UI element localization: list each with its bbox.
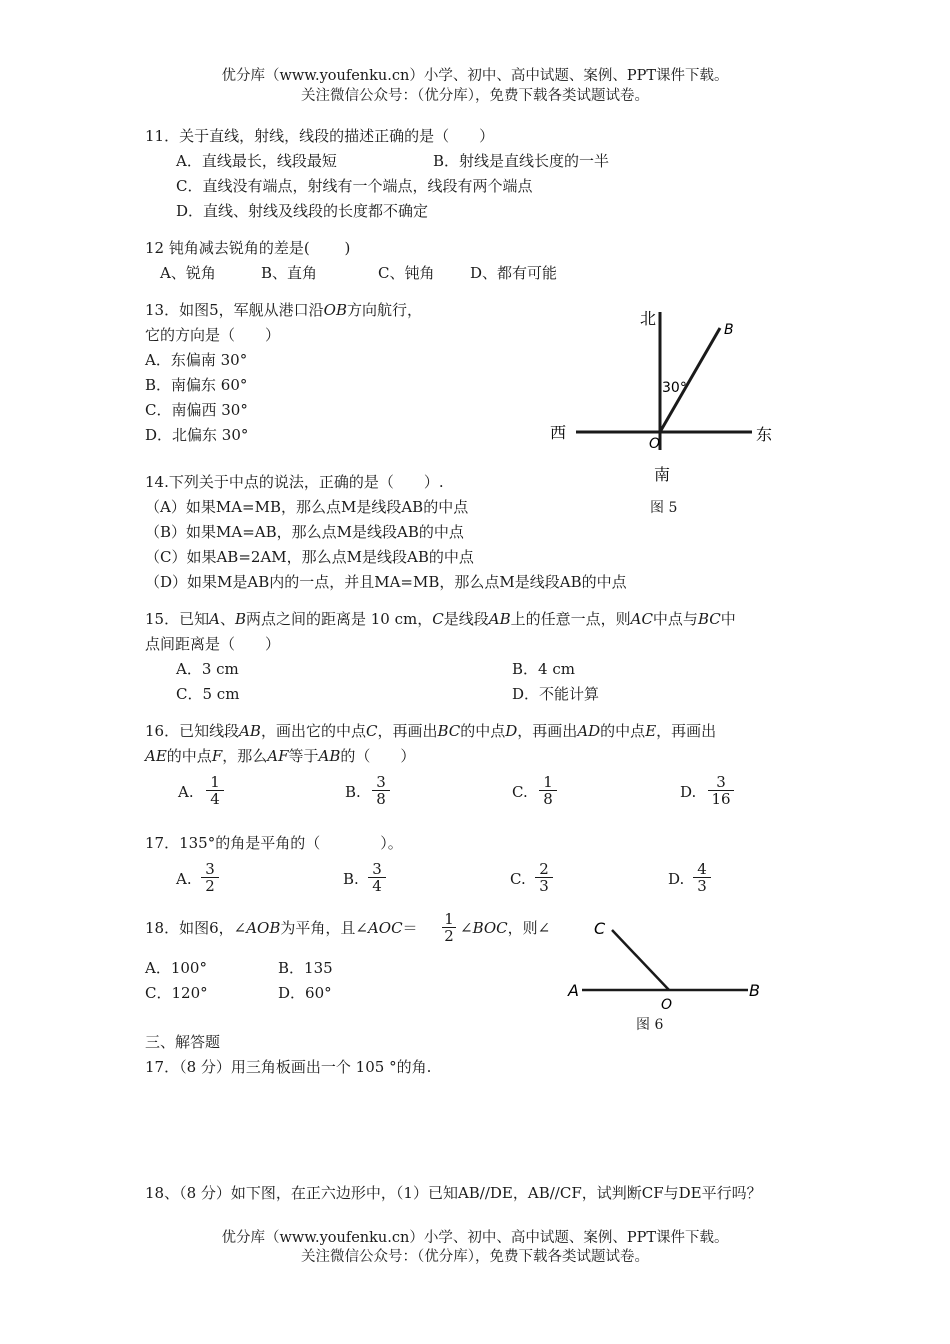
q15-option-d: D．不能计算 bbox=[512, 685, 600, 703]
figure-6-caption: 图 6 bbox=[636, 1017, 664, 1033]
q17-option-b-label: B. bbox=[343, 870, 359, 888]
q17-option-b-fraction: $\frac{3}{4}$ bbox=[368, 861, 386, 894]
q14-option-c: （C）如果AB=2AM，那么点M是线段AB的中点 bbox=[145, 548, 474, 566]
q16-option-b-label: B. bbox=[345, 783, 361, 801]
q17-option-c-fraction: $\frac{2}{3}$ bbox=[535, 861, 553, 894]
q13-option-b: B．南偏东 60° bbox=[145, 376, 248, 394]
label-east: 东 bbox=[756, 425, 773, 444]
q11-stem: 11．关于直线，射线，线段的描述正确的是（ ） bbox=[145, 127, 495, 145]
figure-6-angle bbox=[560, 912, 780, 1012]
header-line-1: 优分库（www.youfenku.cn）小学、初中、高中试题、案例、PPT课件下载。 bbox=[221, 68, 729, 84]
q18-stem-part-1: 18．如图6，∠AOB为平角，且∠AOC＝ bbox=[145, 919, 418, 937]
q14-option-a: （A）如果MA=MB，那么点M是线段AB的中点 bbox=[145, 498, 469, 516]
q15-option-b: B．4 cm bbox=[512, 660, 575, 678]
q16-stem-line-2: AE的中点F，那么AF等于AB的（ ） bbox=[145, 747, 416, 765]
q14-option-d: （D）如果M是AB内的一点，并且MA=MB，那么点M是线段AB的中点 bbox=[145, 573, 627, 591]
q17-stem: 17．135°的角是平角的（ ）。 bbox=[145, 834, 403, 852]
label-north: 北 bbox=[640, 309, 657, 328]
q12-option-a: A、锐角 bbox=[160, 264, 216, 282]
label-point-c: C bbox=[594, 919, 606, 938]
q14-stem: 14.下列关于中点的说法，正确的是（ ）. bbox=[145, 473, 444, 491]
q17-option-a-fraction: $\frac{3}{2}$ bbox=[201, 861, 219, 894]
q18-stem-fraction: $\frac{1}{2}$ bbox=[442, 911, 456, 944]
footer-line-2: 关注微信公众号：（优分库），免费下载各类试题试卷。 bbox=[301, 1249, 649, 1265]
q17-option-d-label: D. bbox=[668, 870, 685, 888]
q15-option-a: A．3 cm bbox=[176, 660, 239, 678]
q17-option-d-fraction: $\frac{4}{3}$ bbox=[693, 861, 711, 894]
q11-option-d: D．直线、射线及线段的长度都不确定 bbox=[176, 202, 429, 220]
q16-option-d-label: D. bbox=[680, 783, 697, 801]
figure-6-mask bbox=[560, 912, 564, 942]
q17-option-c-label: C. bbox=[510, 870, 526, 888]
footer-line-1: 优分库（www.youfenku.cn）小学、初中、高中试题、案例、PPT课件下载。 bbox=[221, 1230, 729, 1246]
label-point-b: B bbox=[724, 322, 734, 338]
q13-option-c: C．南偏西 30° bbox=[145, 401, 248, 419]
label-point-a: A bbox=[568, 981, 579, 1000]
q16-stem-line-1: 16．已知线段AB，画出它的中点C，再画出BC的中点D，再画出AD的中点E，再画出 bbox=[145, 722, 717, 740]
section-3-title: 三、解答题 bbox=[145, 1033, 221, 1051]
q14-option-b: （B）如果MA=AB，那么点M是线段AB的中点 bbox=[145, 523, 464, 541]
q12-option-d: D、都有可能 bbox=[470, 264, 558, 282]
q13-option-d: D．北偏东 30° bbox=[145, 426, 249, 444]
q15-option-c: C．5 cm bbox=[176, 685, 240, 703]
q17-option-a-label: A. bbox=[176, 870, 192, 888]
ray-oc bbox=[612, 930, 669, 990]
q18-option-a: A．100° bbox=[145, 959, 207, 977]
q13-stem-line-2: 它的方向是（ ） bbox=[145, 326, 281, 344]
label-west: 西 bbox=[550, 423, 567, 442]
q16-option-a-label: A. bbox=[178, 783, 194, 801]
label-point-o: O bbox=[649, 436, 661, 452]
q12-option-c: C、钝角 bbox=[378, 264, 435, 282]
label-angle-30: 30° bbox=[662, 380, 687, 396]
figure-5-compass bbox=[540, 300, 790, 525]
q11-option-a: A．直线最长，线段最短 bbox=[176, 152, 337, 170]
q11-option-b: B．射线是直线长度的一半 bbox=[433, 152, 610, 170]
q18-stem-part-2: ∠BOC，则∠ bbox=[460, 919, 551, 937]
q15-stem-line-2: 点间距离是（ ） bbox=[145, 635, 281, 653]
q13-option-a: A．东偏南 30° bbox=[145, 351, 248, 369]
label-south: 南 bbox=[654, 465, 671, 484]
label-point-o: O bbox=[661, 997, 673, 1012]
q16-option-c-label: C. bbox=[512, 783, 528, 801]
header-line-2: 关注微信公众号：（优分库），免费下载各类试题试卷。 bbox=[301, 88, 649, 104]
q12-option-b: B、直角 bbox=[261, 264, 318, 282]
q18-option-d: D．60° bbox=[278, 984, 332, 1002]
label-point-b: B bbox=[749, 981, 760, 1000]
q16-option-d-fraction: $\frac{3}{16}$ bbox=[708, 774, 734, 807]
q15-stem-line-1: 15．已知A、B两点之间的距离是 10 cm，C是线段AB上的任意一点，则AC中点与BC中 bbox=[145, 610, 736, 628]
q18-option-c: C．120° bbox=[145, 984, 208, 1002]
problem-18: 18、（8 分）如下图，在正六边形中，（1）已知AB//DE，AB//CF，试判断CF与DE平行吗？ bbox=[145, 1184, 762, 1202]
q11-option-c: C．直线没有端点，射线有一个端点，线段有两个端点 bbox=[176, 177, 533, 195]
q16-option-c-fraction: $\frac{1}{8}$ bbox=[539, 774, 557, 807]
q18-option-b: B．135 bbox=[278, 959, 333, 977]
q12-stem: 12 钝角减去锐角的差是( ) bbox=[145, 239, 351, 257]
problem-17: 17．（8 分）用三角板画出一个 105 °的角. bbox=[145, 1058, 432, 1076]
q16-option-a-fraction: $\frac{1}{4}$ bbox=[206, 774, 224, 807]
figure-5-caption: 图 5 bbox=[650, 500, 678, 516]
q13-stem-line-1: 13．如图5，军舰从港口沿OB方向航行， bbox=[145, 301, 422, 319]
q16-option-b-fraction: $\frac{3}{8}$ bbox=[372, 774, 390, 807]
